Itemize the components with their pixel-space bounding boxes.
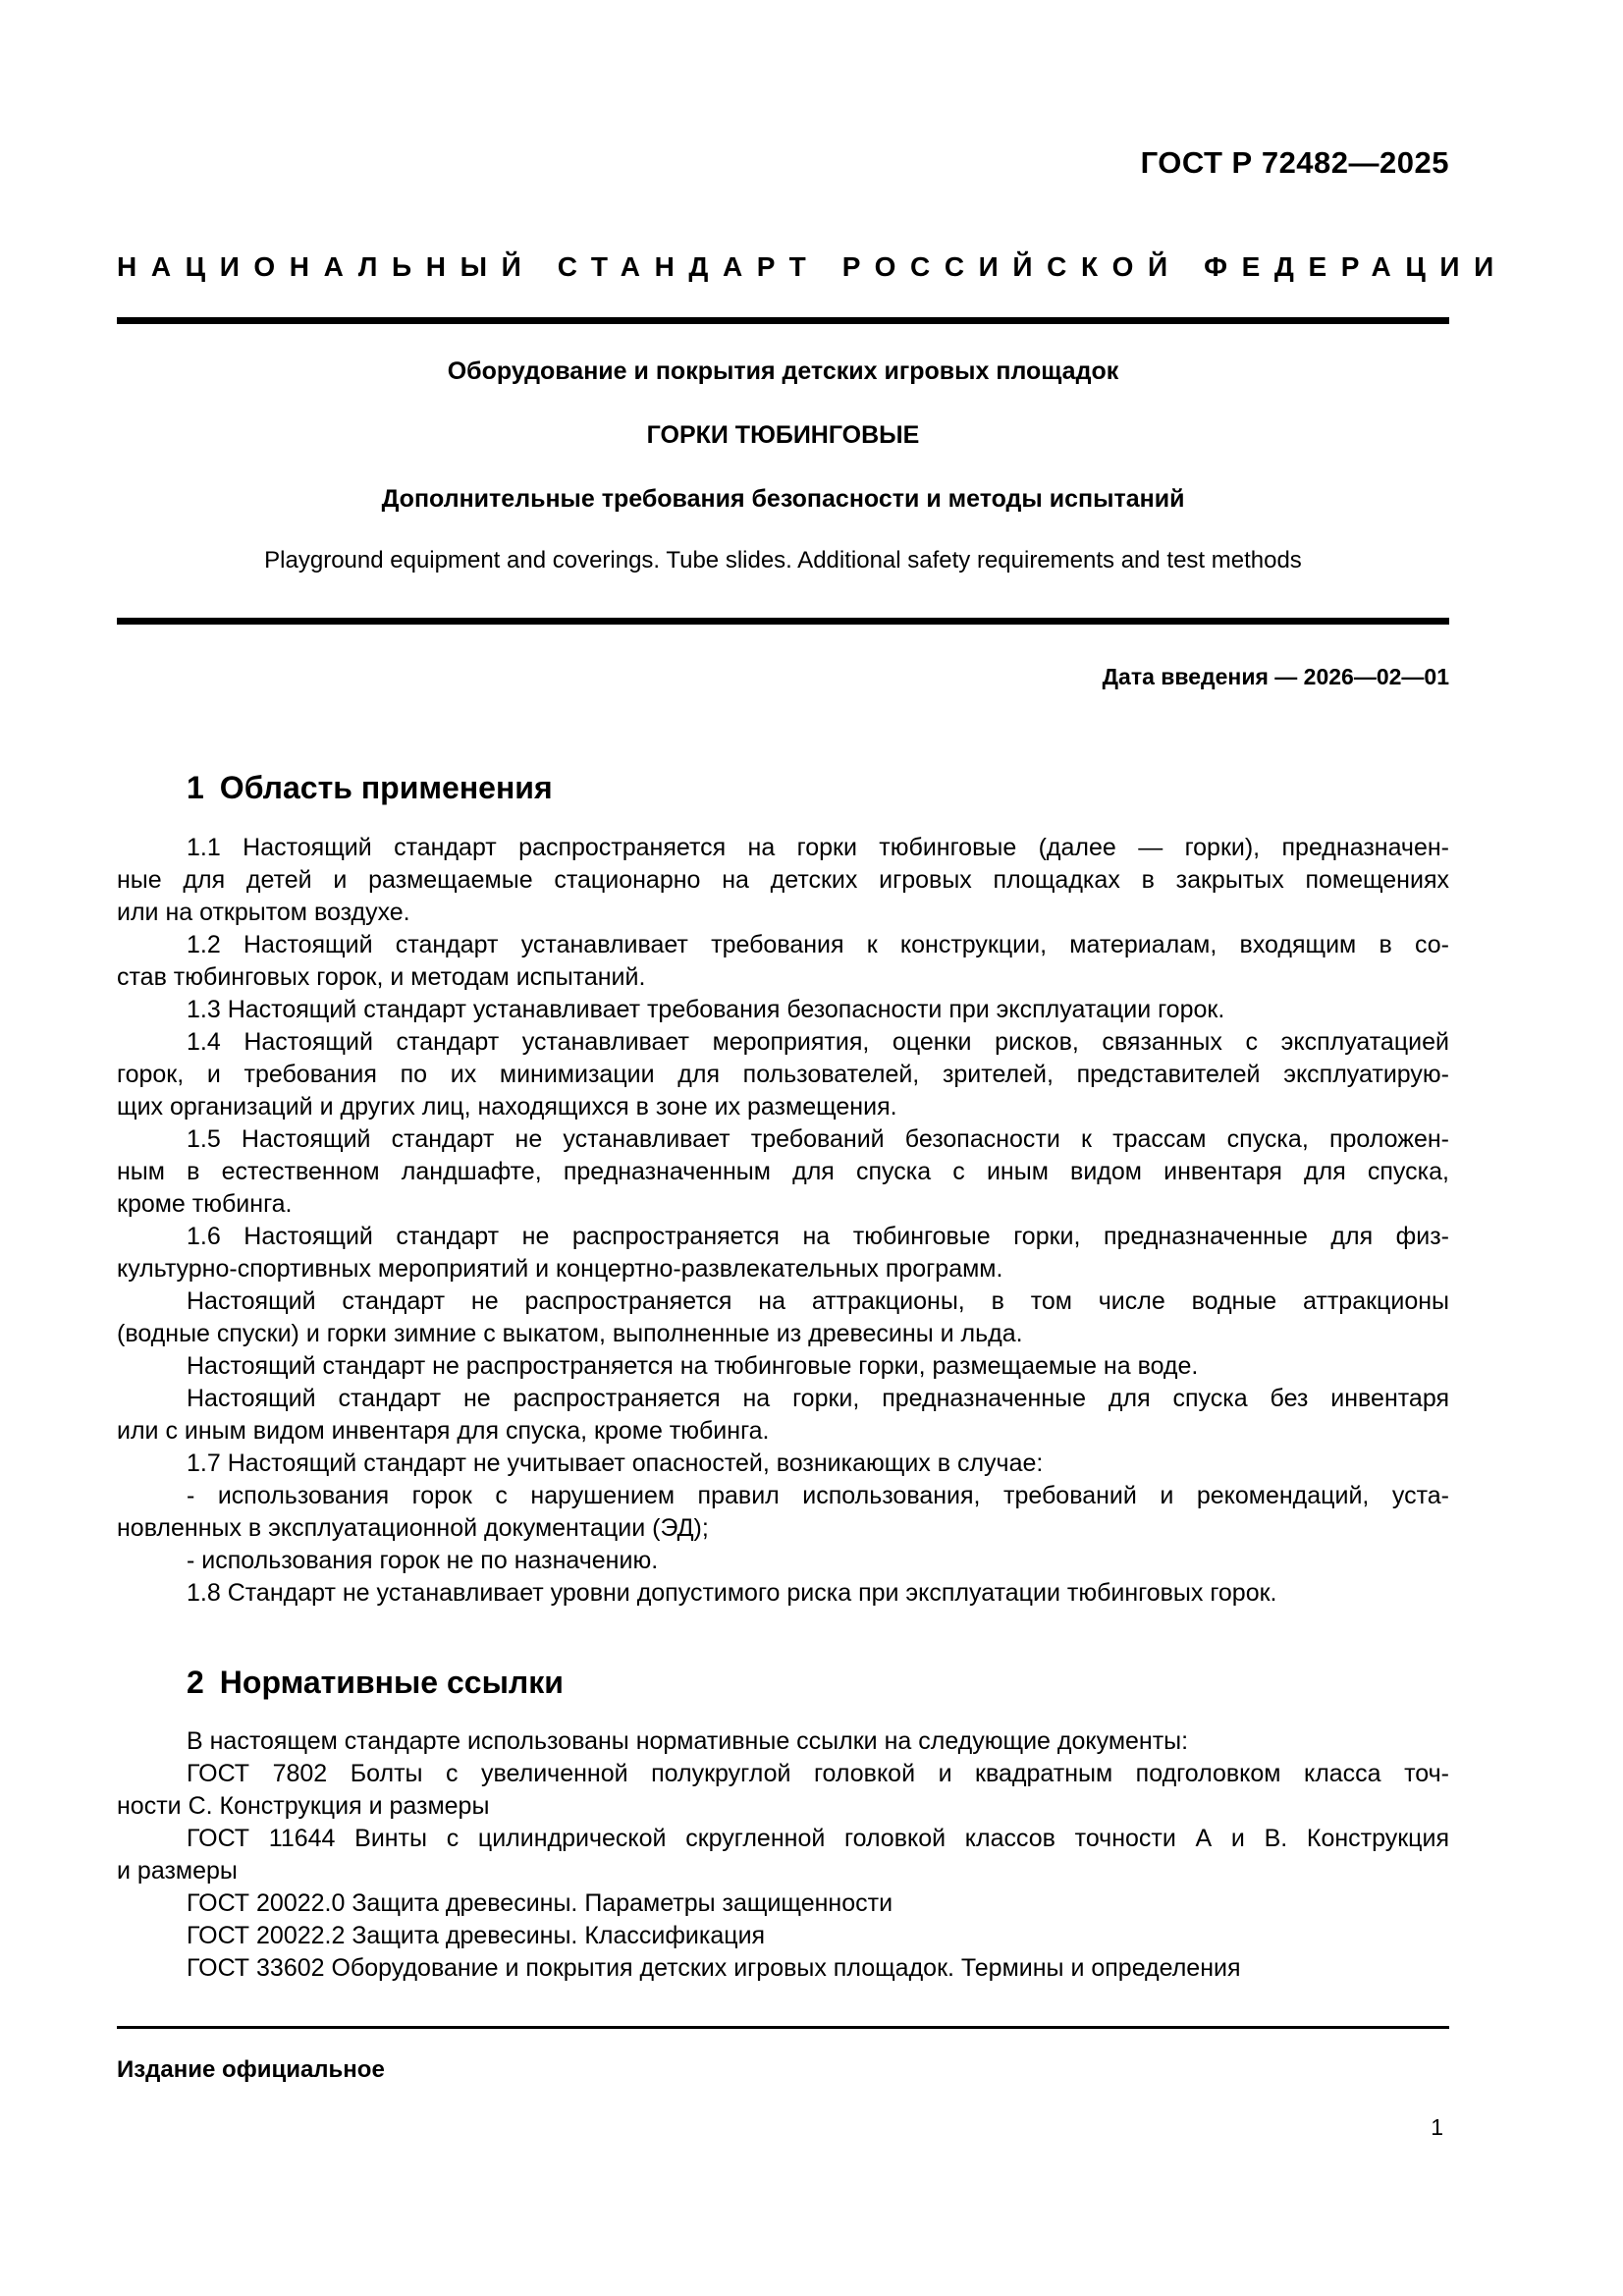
main-title: Оборудование и покрытия детских игровых площадок	[447, 357, 1119, 385]
reference-line: ности С. Конструкция и размеры	[117, 1792, 490, 1820]
text-line: 1.4 Настоящий стандарт устанавливает мероприятия, оценки рисков, связанных с эксплуатацией	[187, 1028, 1449, 1056]
text-line: - использования горок с нарушением правил использования, требований и рекомендаций, уста-	[187, 1482, 1449, 1509]
text-line: 1.6 Настоящий стандарт не распространяется на тюбинговые горки, предназначенные для физ-	[187, 1223, 1449, 1250]
reference-line: и размеры	[117, 1857, 238, 1885]
reference-line: ГОСТ 11644 Винты с цилиндрической скругленной головкой классов точности А и В. Конструкция	[187, 1825, 1449, 1852]
text-line: ным в естественном ландшафте, предназначенным для спуска с иным видом инвентаря для спуска,	[117, 1158, 1449, 1185]
section-title: Нормативные ссылки	[219, 1665, 564, 1700]
section-number: 2	[187, 1665, 204, 1700]
text-line: 1.5 Настоящий стандарт не устанавливает требований безопасности к трассам спуска, проложен-	[187, 1125, 1449, 1153]
text-line: или с иным видом инвентаря для спуска, кроме тюбинга.	[117, 1417, 770, 1445]
additional-title: Дополнительные требования безопасности и методы испытаний	[381, 485, 1185, 513]
title-rule	[117, 618, 1449, 625]
text-line: 1.8 Стандарт не устанавливает уровни допустимого риска при эксплуатации тюбинговых горок.	[187, 1579, 1277, 1607]
effective-date: Дата введения — 2026—02—01	[1102, 664, 1449, 689]
section-number: 1	[187, 770, 204, 805]
footer-rule	[117, 2026, 1449, 2029]
section-2-body	[117, 1725, 1449, 1985]
text-line: став тюбинговых горок, и методам испытаний.	[117, 963, 646, 991]
text-line: щих организаций и других лиц, находящихся в зоне их размещения.	[117, 1093, 897, 1121]
text-line: ные для детей и размещаемые стационарно на детских игровых площадках в закрытых помещениях	[117, 866, 1449, 894]
text-line: культурно-спортивных мероприятий и концертно-развлекательных программ.	[117, 1255, 1003, 1283]
text-line: 1.7 Настоящий стандарт не учитывает опасностей, возникающих в случае:	[187, 1449, 1044, 1477]
section-1-body	[117, 832, 1449, 1610]
reference-line: ГОСТ 33602 Оборудование и покрытия детских игровых площадок. Термины и определения	[187, 1954, 1241, 1982]
sub-title: ГОРКИ ТЮБИНГОВЫЕ	[646, 421, 920, 449]
section-1-heading	[187, 770, 553, 806]
text-line: Настоящий стандарт не распространяется на горки, предназначенные для спуска без инвентаря	[187, 1385, 1449, 1412]
section-title: Область применения	[219, 770, 553, 805]
text-line: - использования горок не по назначению.	[187, 1547, 659, 1574]
text-line: Настоящий стандарт не распространяется на аттракционы, в том числе водные аттракционы	[187, 1287, 1449, 1315]
text-line: или на открытом воздухе.	[117, 899, 410, 926]
reference-line: ГОСТ 20022.2 Защита древесины. Классификация	[187, 1922, 766, 1949]
english-title: Playground equipment and coverings. Tube slides. Additional safety requirements and test methods	[264, 547, 1302, 574]
reference-line: ГОСТ 7802 Болты с увеличенной полукруглой головкой и квадратным подголовком класса точ-	[187, 1760, 1449, 1787]
text-line: кроме тюбинга.	[117, 1190, 293, 1218]
text-line: 1.3 Настоящий стандарт устанавливает требования безопасности при эксплуатации горок.	[187, 996, 1225, 1023]
text-line: (водные спуски) и горки зимние с выкатом, выполненные из древесины и льда.	[117, 1320, 1023, 1347]
section-2-heading	[187, 1665, 564, 1701]
text-line: горок, и требования по их минимизации для пользователей, зрителей, представителей эксплуатирую-	[117, 1061, 1449, 1088]
text-line: 1.1 Настоящий стандарт распространяется на горки тюбинговые (далее — горки), предназначен-	[187, 834, 1449, 861]
text-line: новленных в эксплуатационной документации (ЭД);	[117, 1514, 709, 1542]
document-number: ГОСТ Р 72482—2025	[1140, 145, 1449, 180]
header-rule	[117, 317, 1449, 324]
national-standard-title: НАЦИОНАЛЬНЫЙ СТАНДАРТ РОССИЙСКОЙ ФЕДЕРАЦИИ	[117, 251, 1508, 282]
text-line: В настоящем стандарте использованы нормативные ссылки на следующие документы:	[187, 1727, 1189, 1755]
text-line: 1.2 Настоящий стандарт устанавливает требования к конструкции, материалам, входящим в со-	[187, 931, 1449, 958]
reference-line: ГОСТ 20022.0 Защита древесины. Параметры защищенности	[187, 1889, 893, 1917]
edition-label: Издание официальное	[117, 2056, 385, 2083]
text-line: Настоящий стандарт не распространяется на тюбинговые горки, размещаемые на воде.	[187, 1352, 1199, 1380]
page-number: 1	[1431, 2114, 1443, 2140]
